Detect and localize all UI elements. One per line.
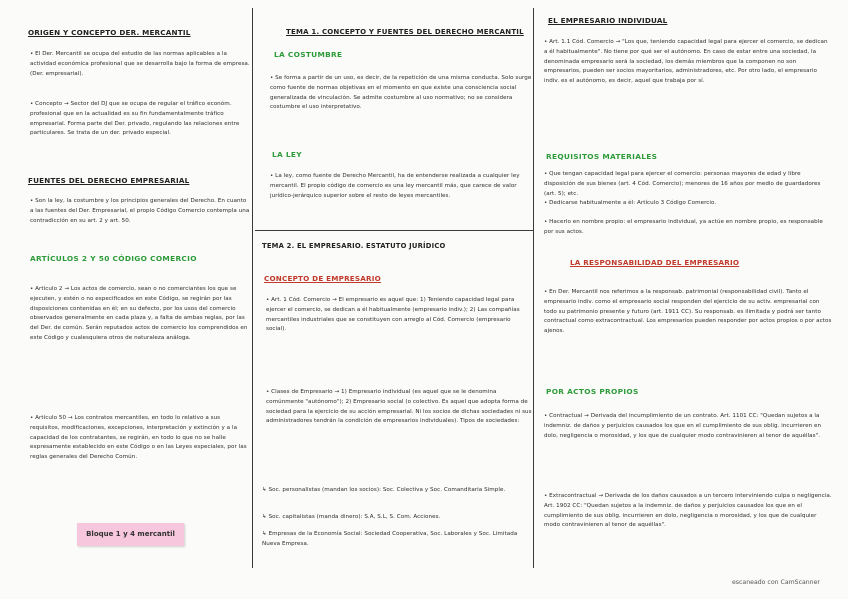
paragraph-nombre-propio: • Hacerlo en nombre propio: el empresario individual, ya actúe en nombre propio, es responsable por sus actos. [544,219,823,235]
heading-articulos: ARTÍCULOS 2 Y 50 CÓDIGO COMERCIO [30,254,197,263]
paragraph-der-mercantil: • El Der. Mercantil se ocupa del estudio de las normas aplicables a la actividad económica profesional que se desarrolla bajo la forma de empresa. (Der. empresarial). [30,51,250,77]
column-middle [262,0,530,572]
column-left [28,0,250,572]
paragraph-habitualmente: • Dedicarse habitualmente a él: Artículo 3 Código Comercio. [544,200,717,206]
paragraph-fuentes: • Son la ley, la costumbre y los principios generales del Derecho. En cuanto a las fuentes del Der. Empresarial, el propio Código Comercio contempla una contradicción en su art. 2 y art. 50. [30,198,250,224]
heading-requisitos: REQUISITOS MATERIALES [546,152,658,161]
heading-costumbre: LA COSTUMBRE [274,50,343,59]
paragraph-soc-personalistas: ↳ Soc. personalistas (mandan los socios): Soc. Colectiva y Soc. Comanditaria Simple. [262,487,506,493]
paragraph-costumbre: • Se forma a partir de un uso, es decir, de la repetición de una misma conducta. Solo surge como fuente de normas objetivas en el momento en que existe una consciencia social generalizada de vinculación. Se admite costumbre al uso normativo; no se considera costumbre el uso interpretativo. [270,75,532,111]
paragraph-ley: • La ley, como fuente de Derecho Mercantil, ha de entenderse realizada a cualquier ley mercantil. El propio código de comercio es una ley mercantil más, que carece de valor jurídico-jerárquico superior sobre el resto de leyes mercantiles. [270,173,520,199]
heading-ley: LA LEY [272,150,302,159]
column-right [538,0,830,572]
paragraph-responsabilidad: • En Der. Mercantil nos referimos a la responsab. patrimonial (responsabilidad civil). Tanto el empresario indiv. como el empresario social responden del ejercicio de su activ. empresarial con todo su patrimonio presente y futuro (art. 1911 CC). Su responsab. es ilimitada y podrá ser tanto contractual como extracontractual. Los empresarios pueden responder por actos propios o por actos ajenos. [544,289,832,335]
scanner-watermark: escaneado con CamScanner [732,579,820,586]
paragraph-articulo-50: • Artículo 50 → Los contratos mercantiles, en todo lo relativo a sus requisitos, modificaciones, excepciones, interpretación y extinción y a la capacidad de los contratantes, se regirán, en todo lo que no se halle expresamente establecido en este Código o en las Leyes especiales, por las reglas generales del Derecho Común. [30,415,247,461]
column-divider-right [533,8,534,568]
heading-origen-concepto: ORIGEN Y CONCEPTO DER. MERCANTIL [28,28,191,37]
heading-tema-1: TEMA 1. CONCEPTO Y FUENTES DEL DERECHO MERCANTIL [286,28,524,36]
paragraph-concepto: • Concepto → Sector del DJ que se ocupa de regular el tráfico económ. profesional que en la actualidad es su fin fundamentalmente tráfico empresarial. Forma parte del Der. privado, regulando las relaciones entre particulares. Se trata de un der. privado especial. [30,101,240,137]
sticky-note-label: Bloque 1 y 4 mercantil [86,530,175,538]
paragraph-soc-capitalistas: ↳ Soc. capitalistas (manda dinero): S.A, S.L, S. Com. Acciones. [262,514,441,520]
paragraph-art-1: • Art. 1 Cód. Comercio → El empresario es aquel que: 1) Teniendo capacidad legal para ejercer el comercio, se dedican a él habitualmente (empresario indiv.); 2) Las compañías mercantiles industriales que se constituyen con arreglo al Cód. Comercio (empresario social). [266,297,520,333]
paragraph-art-1-1: • Art. 1.1 Cód. Comercio → "Los que, teniendo capacidad legal para ejercer el comercio, se dedican a él habitualmente". No tiene por qué ser el autónomo. En caso de estar entre una sociedad, la denominada empresario será la sociedad, los demás miembros que la componen no son empresarios, pueden ser socios mayoritarios, administradores, etc. Por otro lado, el empresario indiv. es el autónomo, es decir, aquel que trabaja por sí. [544,39,828,85]
heading-fuentes: FUENTES DEL DERECHO EMPRESARIAL [28,176,190,185]
paragraph-capacidad: • Que tengan capacidad legal para ejercer el comercio: personas mayores de edad y libre disposición de sus bienes (art. 4 Cód. Comercio); menores de 16 años por medio de guardadores (art. 5); etc. [544,171,821,197]
heading-concepto-empresario: CONCEPTO DE EMPRESARIO [264,274,381,283]
paragraph-articulo-2: • Artículo 2 → Los actos de comercio, sean o no comerciantes los que se ejecuten, y estén o no especificados en este Código, se regirán por las disposiciones contenidas en él; en su defecto, por los usos del comercio observados generalmente en cada plaza y, a falta de ambas reglas, por las del Der. de común. Serán reputados actos de comercio los comprendidos en este Código y cualesquiera otros de naturaleza análoga. [30,286,248,341]
paragraph-contractual: • Contractual → Derivada del incumplimiento de un contrato. Art. 1101 CC: "Quedan sujetos a la indemniz. de daños y perjuicios causados los que en el cumplimiento de sus oblig. incurrieren en dolo, negligencia o morosidad, y los que de cualquier modo contravinieren al tenor de aquéllas". [544,413,822,439]
heading-responsabilidad: LA RESPONSABILIDAD DEL EMPRESARIO [570,258,740,267]
sticky-note [77,523,184,546]
heading-actos-propios: POR ACTOS PROPIOS [546,387,639,396]
paragraph-economia-social: ↳ Empresas de la Economía Social: Sociedad Cooperativa, Soc. Laborales y Soc. Limitada Nueva Empresa. [262,531,518,547]
paragraph-clases: • Clases de Empresario → 1) Empresario individual (es aquel que se le denomina comúnmente "autónomo"); 2) Empresario social (o colectivo. Es aquel que adopta forma de sociedad para la ejercicio de su acción empresarial. Ni los socios de dichas sociedades ni sus administradores tendrán la condición de empresarios individuales). Tipos de sociedades: [266,389,532,425]
paragraph-extracontractual: • Extracontractual → Derivada de los daños causados a un tercero interviniendo culpa o negligencia. Art. 1902 CC: "Quedan sujetos a la indemniz. de daños y perjuicios causados los que en el cumplimiento de sus oblig. incurrieren en dolo, negligencia o morosidad, y los que de cualquier modo contravinieren al tenor de aquéllas". [544,493,832,529]
heading-empresario-individual: EL EMPRESARIO INDIVIDUAL [548,16,668,25]
column-divider-left [252,8,253,568]
heading-tema-2: TEMA 2. EL EMPRESARIO. ESTATUTO JURÍDICO [262,242,446,250]
